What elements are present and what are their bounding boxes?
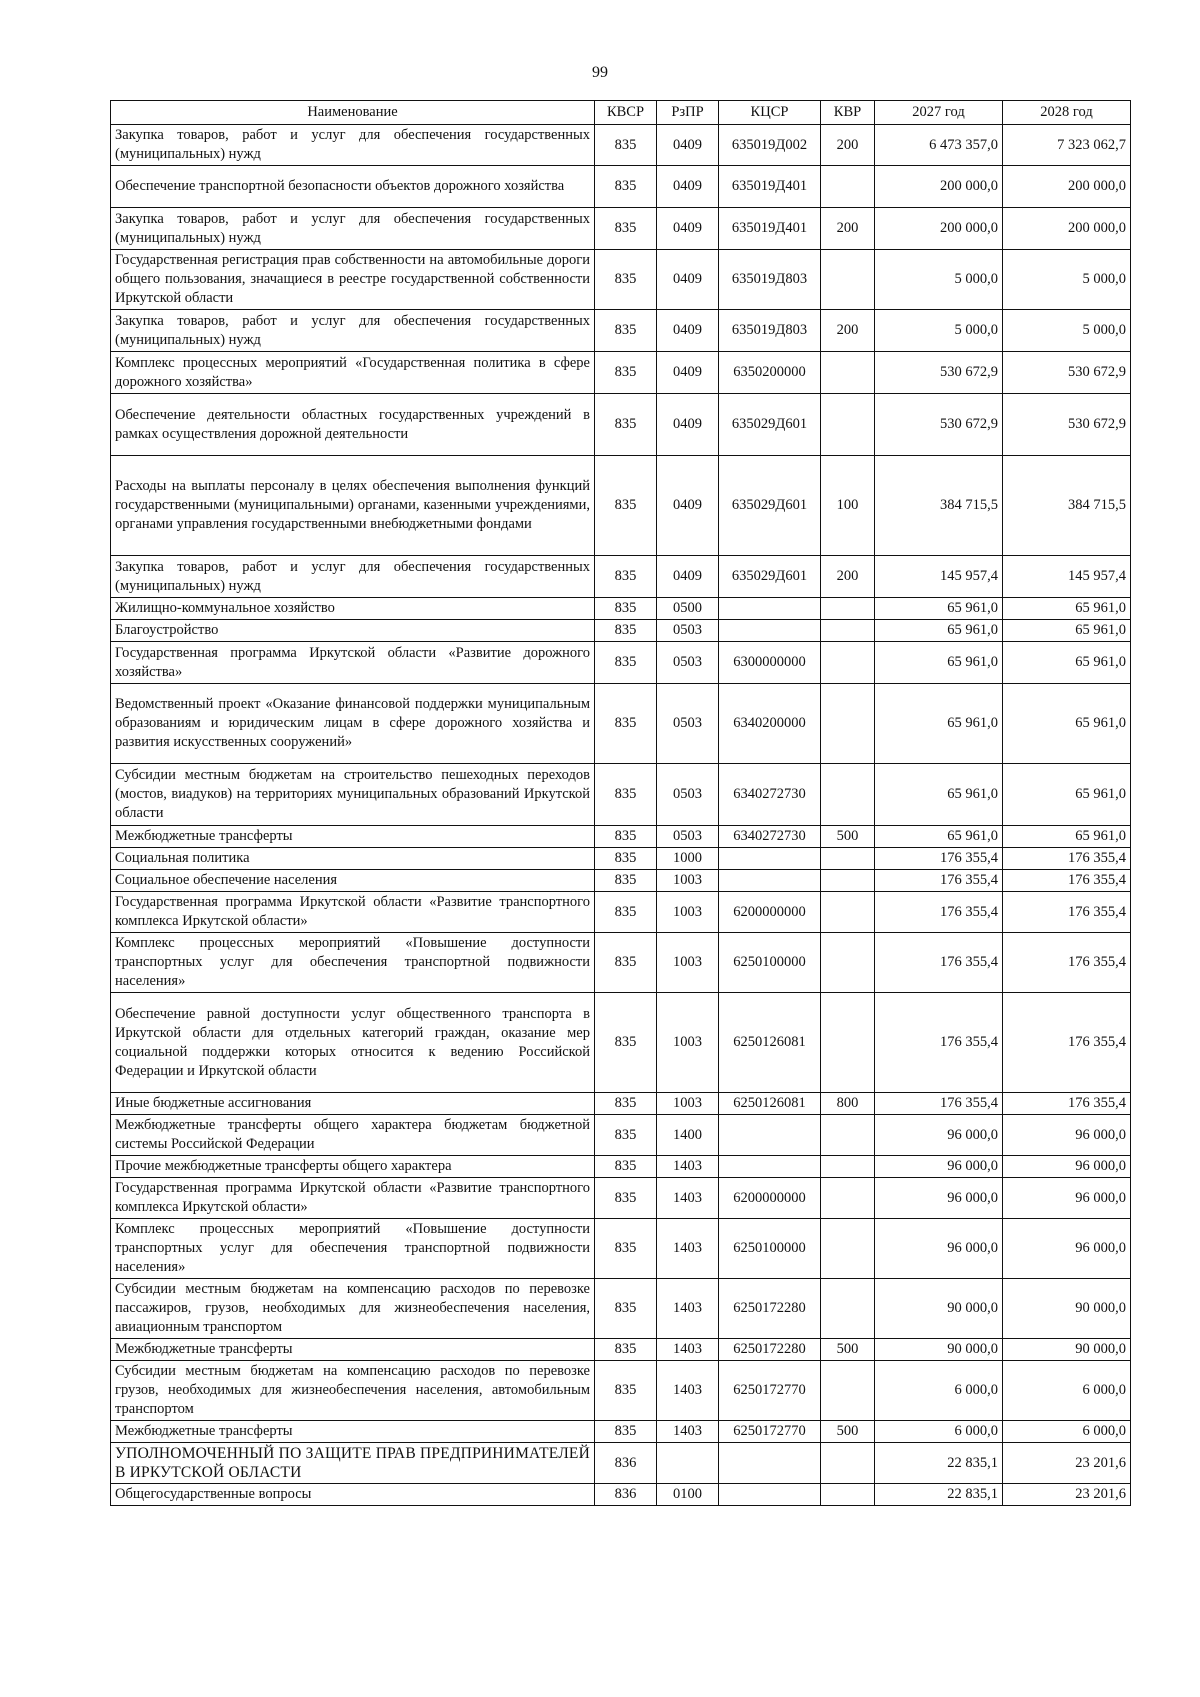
row-name: Благоустройство xyxy=(111,620,595,642)
row-kvsr: 835 xyxy=(595,125,657,166)
row-amount-2028: 65 961,0 xyxy=(1003,620,1131,642)
header-name: Наименование xyxy=(111,101,595,125)
row-amount-2027: 96 000,0 xyxy=(875,1178,1003,1219)
table-row xyxy=(111,684,1131,764)
row-name: Государственная программа Иркутской области «Развитие транспортного комплекса Иркутской области» xyxy=(111,1178,595,1219)
row-kcsr: 6250172280 xyxy=(719,1279,821,1339)
row-amount-2028: 200 000,0 xyxy=(1003,208,1131,250)
row-amount-2028: 96 000,0 xyxy=(1003,1115,1131,1156)
row-kvr: 800 xyxy=(821,1093,875,1115)
row-amount-2027: 96 000,0 xyxy=(875,1156,1003,1178)
header-2028: 2028 год xyxy=(1003,101,1131,125)
row-name: Государственная программа Иркутской области «Развитие дорожного хозяйства» xyxy=(111,642,595,684)
row-kvsr: 835 xyxy=(595,764,657,826)
row-kcsr: 6340272730 xyxy=(719,826,821,848)
row-kvr xyxy=(821,870,875,892)
row-name: Комплекс процессных мероприятий «Повышение доступности транспортных услуг для обеспечения транспортной подвижности населения» xyxy=(111,933,595,993)
row-rzpr: 0503 xyxy=(657,620,719,642)
row-kvr: 500 xyxy=(821,1421,875,1443)
row-amount-2027: 6 473 357,0 xyxy=(875,125,1003,166)
header-row xyxy=(111,101,1131,125)
row-amount-2027: 176 355,4 xyxy=(875,933,1003,993)
row-kvsr: 835 xyxy=(595,352,657,394)
row-amount-2028: 176 355,4 xyxy=(1003,1093,1131,1115)
table-row xyxy=(111,556,1131,598)
row-amount-2028: 65 961,0 xyxy=(1003,684,1131,764)
row-rzpr: 0409 xyxy=(657,456,719,556)
header-rzpr: РзПР xyxy=(657,101,719,125)
row-kvsr: 835 xyxy=(595,598,657,620)
row-kvr: 100 xyxy=(821,456,875,556)
row-amount-2027: 5 000,0 xyxy=(875,250,1003,310)
row-rzpr: 0409 xyxy=(657,208,719,250)
row-kvr xyxy=(821,684,875,764)
table-row xyxy=(111,933,1131,993)
row-name: Субсидии местным бюджетам на компенсацию расходов по перевозке пассажиров, грузов, необходимых для жизнеобеспечения населения, авиационным транспортом xyxy=(111,1279,595,1339)
row-name: Иные бюджетные ассигнования xyxy=(111,1093,595,1115)
row-kvsr: 835 xyxy=(595,1178,657,1219)
row-rzpr: 1403 xyxy=(657,1421,719,1443)
header-2027: 2027 год xyxy=(875,101,1003,125)
row-kcsr: 6300000000 xyxy=(719,642,821,684)
row-amount-2028: 176 355,4 xyxy=(1003,993,1131,1093)
row-amount-2028: 90 000,0 xyxy=(1003,1279,1131,1339)
row-amount-2028: 200 000,0 xyxy=(1003,166,1131,208)
row-amount-2028: 96 000,0 xyxy=(1003,1219,1131,1279)
table-row xyxy=(111,993,1131,1093)
row-amount-2027: 176 355,4 xyxy=(875,1093,1003,1115)
row-rzpr: 0409 xyxy=(657,166,719,208)
row-name: Расходы на выплаты персоналу в целях обеспечения выполнения функций государственными (муниципальными) органами, казенными учреждениями, органами управления государственными внебюджетными фондами xyxy=(111,456,595,556)
row-amount-2027: 200 000,0 xyxy=(875,166,1003,208)
row-rzpr: 1403 xyxy=(657,1178,719,1219)
row-amount-2028: 530 672,9 xyxy=(1003,394,1131,456)
row-rzpr: 1003 xyxy=(657,1093,719,1115)
row-kvr xyxy=(821,892,875,933)
budget-table xyxy=(110,100,1131,1506)
table-row xyxy=(111,870,1131,892)
row-kcsr: 635019Д002 xyxy=(719,125,821,166)
row-rzpr: 1003 xyxy=(657,892,719,933)
row-rzpr: 1403 xyxy=(657,1279,719,1339)
row-amount-2027: 530 672,9 xyxy=(875,394,1003,456)
row-kvr xyxy=(821,166,875,208)
row-name: Социальное обеспечение населения xyxy=(111,870,595,892)
table-row xyxy=(111,892,1131,933)
row-kcsr: 6250126081 xyxy=(719,993,821,1093)
row-kcsr: 635029Д601 xyxy=(719,556,821,598)
row-amount-2028: 90 000,0 xyxy=(1003,1339,1131,1361)
row-kvsr: 835 xyxy=(595,1093,657,1115)
row-kcsr: 6340272730 xyxy=(719,764,821,826)
row-amount-2028: 65 961,0 xyxy=(1003,598,1131,620)
row-kvr: 200 xyxy=(821,556,875,598)
row-rzpr: 0500 xyxy=(657,598,719,620)
row-kcsr: 635029Д601 xyxy=(719,394,821,456)
table-body xyxy=(111,125,1131,1506)
row-kvsr: 835 xyxy=(595,456,657,556)
row-kvsr: 835 xyxy=(595,684,657,764)
row-amount-2028: 145 957,4 xyxy=(1003,556,1131,598)
table-row xyxy=(111,598,1131,620)
row-name: Межбюджетные трансферты общего характера бюджетам бюджетной системы Российской Федерации xyxy=(111,1115,595,1156)
row-kcsr: 635019Д803 xyxy=(719,250,821,310)
row-rzpr: 1003 xyxy=(657,993,719,1093)
row-amount-2027: 96 000,0 xyxy=(875,1115,1003,1156)
row-rzpr: 0409 xyxy=(657,250,719,310)
row-amount-2028: 176 355,4 xyxy=(1003,848,1131,870)
row-kcsr: 635019Д401 xyxy=(719,208,821,250)
row-kcsr xyxy=(719,848,821,870)
row-kvr xyxy=(821,1484,875,1506)
row-name: Закупка товаров, работ и услуг для обеспечения государственных (муниципальных) нужд xyxy=(111,310,595,352)
row-amount-2028: 176 355,4 xyxy=(1003,892,1131,933)
row-amount-2027: 5 000,0 xyxy=(875,310,1003,352)
row-rzpr: 1403 xyxy=(657,1156,719,1178)
row-kvr xyxy=(821,933,875,993)
row-kvr xyxy=(821,394,875,456)
table-row xyxy=(111,166,1131,208)
row-name: Обеспечение равной доступности услуг общественного транспорта в Иркутской области для отдельных категорий граждан, оказание мер социальной поддержки которых относится к ведению Российской Федерации и Иркутской области xyxy=(111,993,595,1093)
row-name: Закупка товаров, работ и услуг для обеспечения государственных (муниципальных) нужд xyxy=(111,208,595,250)
row-kvr xyxy=(821,1178,875,1219)
row-kvsr: 835 xyxy=(595,1421,657,1443)
row-name: Жилищно-коммунальное хозяйство xyxy=(111,598,595,620)
row-kvsr: 835 xyxy=(595,1361,657,1421)
row-kcsr: 6200000000 xyxy=(719,1178,821,1219)
row-kvr xyxy=(821,1219,875,1279)
page-number: 99 xyxy=(592,64,608,81)
row-name: Межбюджетные трансферты xyxy=(111,1339,595,1361)
row-rzpr: 1403 xyxy=(657,1361,719,1421)
row-kvsr: 835 xyxy=(595,826,657,848)
table-row xyxy=(111,620,1131,642)
row-kvsr: 835 xyxy=(595,250,657,310)
row-amount-2028: 23 201,6 xyxy=(1003,1443,1131,1484)
row-name: Комплекс процессных мероприятий «Повышение доступности транспортных услуг для обеспечения транспортной подвижности населения» xyxy=(111,1219,595,1279)
row-kvr xyxy=(821,620,875,642)
row-kvr xyxy=(821,764,875,826)
row-amount-2027: 65 961,0 xyxy=(875,764,1003,826)
row-kvr xyxy=(821,1361,875,1421)
row-kvsr: 835 xyxy=(595,310,657,352)
row-kcsr: 6250126081 xyxy=(719,1093,821,1115)
row-name: УПОЛНОМОЧЕННЫЙ ПО ЗАЩИТЕ ПРАВ ПРЕДПРИНИМАТЕЛЕЙ В ИРКУТСКОЙ ОБЛАСТИ xyxy=(111,1443,595,1484)
row-kcsr: 6250100000 xyxy=(719,933,821,993)
row-kcsr: 635019Д401 xyxy=(719,166,821,208)
row-kcsr xyxy=(719,1443,821,1484)
row-kvr: 200 xyxy=(821,310,875,352)
row-amount-2028: 5 000,0 xyxy=(1003,250,1131,310)
row-kvsr: 836 xyxy=(595,1484,657,1506)
row-amount-2028: 530 672,9 xyxy=(1003,352,1131,394)
row-rzpr: 1403 xyxy=(657,1219,719,1279)
row-kcsr xyxy=(719,1484,821,1506)
table-row xyxy=(111,1361,1131,1421)
table-row xyxy=(111,394,1131,456)
row-amount-2028: 65 961,0 xyxy=(1003,764,1131,826)
row-amount-2028: 176 355,4 xyxy=(1003,870,1131,892)
row-rzpr: 1003 xyxy=(657,933,719,993)
table-row xyxy=(111,848,1131,870)
row-kvr xyxy=(821,598,875,620)
row-kvr: 200 xyxy=(821,125,875,166)
row-amount-2027: 22 835,1 xyxy=(875,1484,1003,1506)
row-name: Обеспечение деятельности областных государственных учреждений в рамках осуществления дорожной деятельности xyxy=(111,394,595,456)
row-kvsr: 835 xyxy=(595,933,657,993)
row-amount-2027: 6 000,0 xyxy=(875,1421,1003,1443)
row-amount-2027: 176 355,4 xyxy=(875,892,1003,933)
row-amount-2027: 176 355,4 xyxy=(875,848,1003,870)
row-amount-2028: 23 201,6 xyxy=(1003,1484,1131,1506)
row-amount-2027: 65 961,0 xyxy=(875,620,1003,642)
row-amount-2027: 176 355,4 xyxy=(875,993,1003,1093)
row-name: Ведомственный проект «Оказание финансовой поддержки муниципальным образованиям и юридическим лицам в сфере дорожного хозяйства и развития искусственных сооружений» xyxy=(111,684,595,764)
row-kcsr xyxy=(719,598,821,620)
table-row xyxy=(111,456,1131,556)
row-amount-2027: 90 000,0 xyxy=(875,1339,1003,1361)
table-row xyxy=(111,1279,1131,1339)
header-kcsr: КЦСР xyxy=(719,101,821,125)
row-amount-2027: 6 000,0 xyxy=(875,1361,1003,1421)
table-row xyxy=(111,1484,1131,1506)
row-kvsr: 835 xyxy=(595,620,657,642)
row-amount-2028: 6 000,0 xyxy=(1003,1361,1131,1421)
table-row xyxy=(111,1115,1131,1156)
row-rzpr: 0503 xyxy=(657,684,719,764)
row-name: Прочие межбюджетные трансферты общего характера xyxy=(111,1156,595,1178)
table-row xyxy=(111,1156,1131,1178)
table-row xyxy=(111,764,1131,826)
row-amount-2027: 22 835,1 xyxy=(875,1443,1003,1484)
row-amount-2027: 384 715,5 xyxy=(875,456,1003,556)
row-kcsr xyxy=(719,1156,821,1178)
row-amount-2028: 5 000,0 xyxy=(1003,310,1131,352)
row-kvr: 200 xyxy=(821,208,875,250)
row-rzpr: 0409 xyxy=(657,394,719,456)
row-kvsr: 835 xyxy=(595,993,657,1093)
table-row xyxy=(111,208,1131,250)
row-kvsr: 835 xyxy=(595,394,657,456)
row-rzpr: 0409 xyxy=(657,125,719,166)
row-kvsr: 835 xyxy=(595,1339,657,1361)
row-name: Межбюджетные трансферты xyxy=(111,826,595,848)
row-kvsr: 836 xyxy=(595,1443,657,1484)
table-row xyxy=(111,1219,1131,1279)
table-row xyxy=(111,1443,1131,1484)
row-kcsr xyxy=(719,870,821,892)
row-rzpr: 1000 xyxy=(657,848,719,870)
table-row xyxy=(111,1178,1131,1219)
row-amount-2028: 96 000,0 xyxy=(1003,1178,1131,1219)
row-rzpr: 0409 xyxy=(657,556,719,598)
row-name: Субсидии местным бюджетам на компенсацию расходов по перевозке грузов, необходимых для жизнеобеспечения населения, автомобильным транспортом xyxy=(111,1361,595,1421)
row-amount-2028: 65 961,0 xyxy=(1003,826,1131,848)
row-kcsr xyxy=(719,620,821,642)
row-kvsr: 835 xyxy=(595,892,657,933)
row-name: Субсидии местным бюджетам на строительство пешеходных переходов (мостов, виадуков) на территориях муниципальных образований Иркутской области xyxy=(111,764,595,826)
row-kvr: 500 xyxy=(821,826,875,848)
table-row xyxy=(111,826,1131,848)
row-kvsr: 835 xyxy=(595,1115,657,1156)
row-name: Государственная программа Иркутской области «Развитие транспортного комплекса Иркутской области» xyxy=(111,892,595,933)
table-row xyxy=(111,642,1131,684)
row-amount-2027: 200 000,0 xyxy=(875,208,1003,250)
row-rzpr: 0409 xyxy=(657,352,719,394)
row-amount-2028: 96 000,0 xyxy=(1003,1156,1131,1178)
table-row xyxy=(111,1421,1131,1443)
row-rzpr: 1400 xyxy=(657,1115,719,1156)
row-name: Закупка товаров, работ и услуг для обеспечения государственных (муниципальных) нужд xyxy=(111,556,595,598)
row-name: Государственная регистрация прав собственности на автомобильные дороги общего пользования, значащиеся в реестре государственной собственности Иркутской области xyxy=(111,250,595,310)
row-kvr: 500 xyxy=(821,1339,875,1361)
row-kcsr: 6250172280 xyxy=(719,1339,821,1361)
row-rzpr: 1003 xyxy=(657,870,719,892)
row-amount-2027: 65 961,0 xyxy=(875,684,1003,764)
row-amount-2027: 96 000,0 xyxy=(875,1219,1003,1279)
row-name: Комплекс процессных мероприятий «Государственная политика в сфере дорожного хозяйства» xyxy=(111,352,595,394)
row-kcsr xyxy=(719,1115,821,1156)
row-kvsr: 835 xyxy=(595,870,657,892)
row-rzpr xyxy=(657,1443,719,1484)
row-amount-2028: 384 715,5 xyxy=(1003,456,1131,556)
table-row xyxy=(111,352,1131,394)
row-amount-2027: 145 957,4 xyxy=(875,556,1003,598)
table-row xyxy=(111,1093,1131,1115)
row-kcsr: 635019Д803 xyxy=(719,310,821,352)
row-kvsr: 835 xyxy=(595,556,657,598)
row-kvr xyxy=(821,352,875,394)
row-rzpr: 0100 xyxy=(657,1484,719,1506)
row-rzpr: 0503 xyxy=(657,764,719,826)
row-kvr xyxy=(821,848,875,870)
row-kvr xyxy=(821,993,875,1093)
row-amount-2027: 65 961,0 xyxy=(875,598,1003,620)
row-kcsr: 6340200000 xyxy=(719,684,821,764)
row-kvr xyxy=(821,1279,875,1339)
row-rzpr: 1403 xyxy=(657,1339,719,1361)
row-amount-2028: 176 355,4 xyxy=(1003,933,1131,993)
row-kvsr: 835 xyxy=(595,166,657,208)
row-kcsr: 6250172770 xyxy=(719,1361,821,1421)
row-kvr xyxy=(821,1156,875,1178)
row-kcsr: 635029Д601 xyxy=(719,456,821,556)
row-amount-2027: 530 672,9 xyxy=(875,352,1003,394)
row-amount-2027: 65 961,0 xyxy=(875,826,1003,848)
row-name: Обеспечение транспортной безопасности объектов дорожного хозяйства xyxy=(111,166,595,208)
row-kcsr: 6200000000 xyxy=(719,892,821,933)
table-row xyxy=(111,125,1131,166)
row-name: Общегосударственные вопросы xyxy=(111,1484,595,1506)
row-kcsr: 6250100000 xyxy=(719,1219,821,1279)
row-kvsr: 835 xyxy=(595,1219,657,1279)
row-kvsr: 835 xyxy=(595,208,657,250)
table-row xyxy=(111,250,1131,310)
row-kcsr: 6250172770 xyxy=(719,1421,821,1443)
row-amount-2027: 90 000,0 xyxy=(875,1279,1003,1339)
row-kvr xyxy=(821,1443,875,1484)
row-kvr xyxy=(821,250,875,310)
row-kvsr: 835 xyxy=(595,848,657,870)
row-kvsr: 835 xyxy=(595,642,657,684)
row-kvsr: 835 xyxy=(595,1156,657,1178)
row-name: Межбюджетные трансферты xyxy=(111,1421,595,1443)
row-amount-2028: 65 961,0 xyxy=(1003,642,1131,684)
row-amount-2027: 176 355,4 xyxy=(875,870,1003,892)
table-row xyxy=(111,310,1131,352)
row-kcsr: 6350200000 xyxy=(719,352,821,394)
row-name: Социальная политика xyxy=(111,848,595,870)
row-name: Закупка товаров, работ и услуг для обеспечения государственных (муниципальных) нужд xyxy=(111,125,595,166)
row-amount-2028: 7 323 062,7 xyxy=(1003,125,1131,166)
header-kvr: КВР xyxy=(821,101,875,125)
row-rzpr: 0503 xyxy=(657,826,719,848)
row-amount-2027: 65 961,0 xyxy=(875,642,1003,684)
row-kvr xyxy=(821,1115,875,1156)
row-amount-2028: 6 000,0 xyxy=(1003,1421,1131,1443)
row-rzpr: 0409 xyxy=(657,310,719,352)
header-kvsr: КВСР xyxy=(595,101,657,125)
row-kvsr: 835 xyxy=(595,1279,657,1339)
row-rzpr: 0503 xyxy=(657,642,719,684)
table-row xyxy=(111,1339,1131,1361)
row-kvr xyxy=(821,642,875,684)
